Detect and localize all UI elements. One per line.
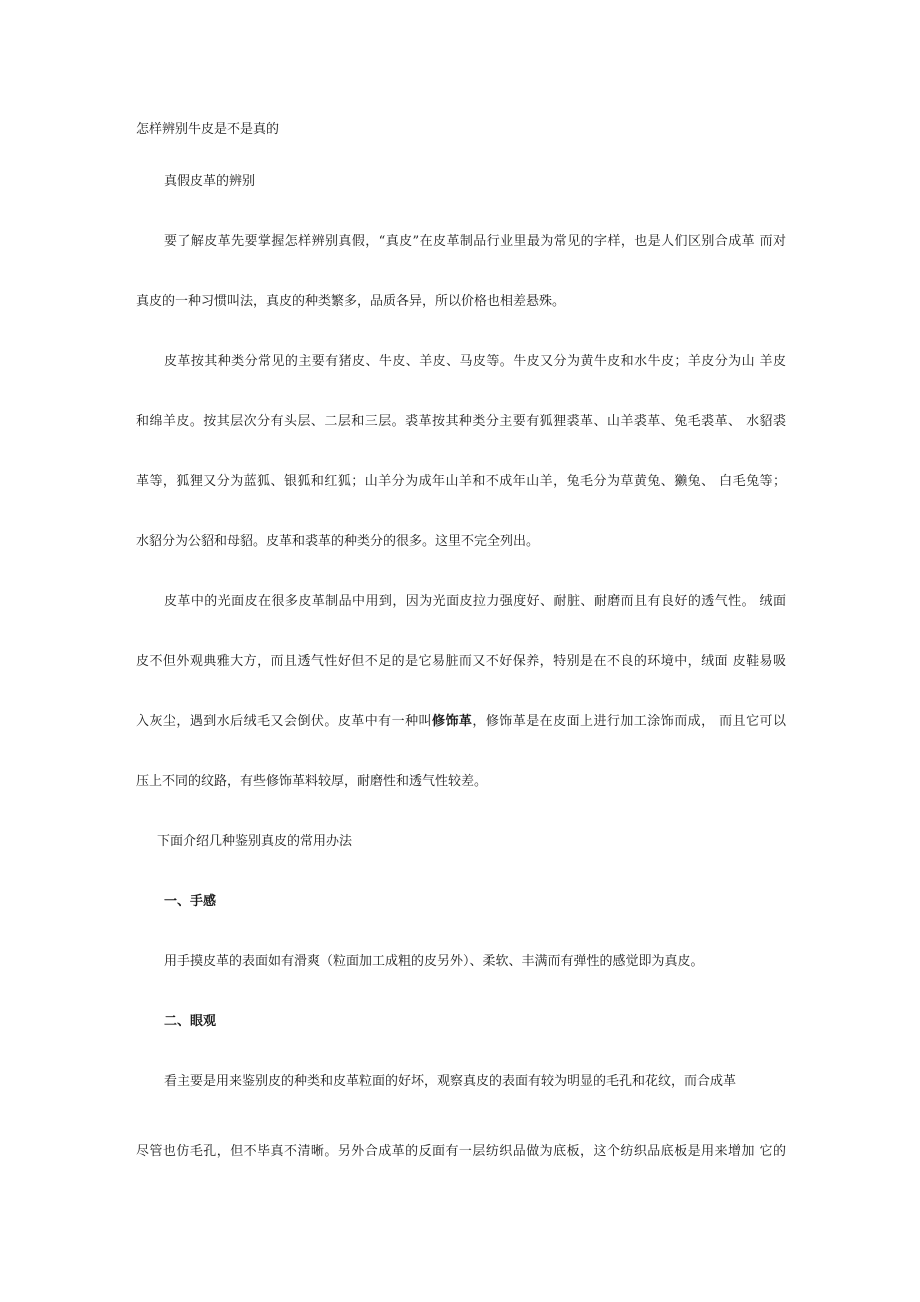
paragraph-line	[136, 713, 786, 731]
subsection-heading-touch: 一、手感	[164, 894, 217, 909]
paragraph-line: 真皮的一种习惯叫法，真皮的种类繁多，品质各异，所以价格也相差悬殊。	[136, 294, 566, 309]
paragraph-line: 革等，狐狸又分为蓝狐、银狐和红狐；山羊分为成年山羊和不成年山羊，兔毛分为草黄兔、獭兔、 白毛兔等；	[136, 474, 786, 489]
paragraph-line: 皮不但外观典雅大方，而且透气性好但不足的是它易脏而又不好保养，特别是在不良的环境中，绒面 皮鞋易吸	[136, 654, 786, 669]
paragraph-line: 用手摸皮革的表面如有滑爽（粒面加工成粗的皮另外）、柔软、丰满而有弹性的感觉即为真皮。	[164, 954, 704, 969]
text-run: ，修饰革是在皮面上进行加工涂饰而成， 而且它可以	[472, 714, 786, 729]
document-title: 怎样辨别牛皮是不是真的	[136, 122, 280, 137]
paragraph-line: 皮革按其种类分常见的主要有猪皮、牛皮、羊皮、马皮等。牛皮又分为黄牛皮和水牛皮；羊皮分为山 羊皮	[164, 354, 786, 369]
paragraph-line: 压上不同的纹路，有些修饰革料较厚，耐磨性和透气性较差。	[136, 774, 488, 789]
section-heading: 真假皮革的辨别	[164, 174, 256, 189]
paragraph-line: 水貂分为公貂和母貂。皮革和裘革的种类分的很多。这里不完全列出。	[136, 534, 540, 549]
paragraph-line: 看主要是用来鉴别皮的种类和皮革粒面的好坏，观察真皮的表面有较为明显的毛孔和花纹，而合成革	[164, 1074, 737, 1089]
paragraph-line: 皮革中的光面皮在很多皮革制品中用到，因为光面皮拉力强度好、耐脏、耐磨而且有良好的透气性。 绒面	[164, 594, 786, 609]
text-run: 入灰尘，遇到水后绒毛又会倒伏。皮革中有一种叫	[136, 714, 433, 729]
paragraph-line: 和绵羊皮。按其层次分有头层、二层和三层。裘革按其种类分主要有狐狸裘革、山羊裘革、兔毛裘革、 水貂裘	[136, 414, 786, 429]
subsection-heading-look: 二、眼观	[164, 1014, 217, 1029]
paragraph-line: 尽管也仿毛孔，但不毕真不清晰。另外合成革的反面有一层纺织品做为底板，这个纺织品底板是用来增加 它的	[136, 1144, 786, 1159]
paragraph-line: 要了解皮革先要掌握怎样辨别真假，“真皮”在皮革制品行业里最为常见的字样，也是人们区别合成革 而对	[164, 234, 786, 249]
bold-term-xiushige: 修饰革	[432, 714, 473, 729]
intro-line: 下面介绍几种鉴别真皮的常用办法	[157, 834, 353, 849]
